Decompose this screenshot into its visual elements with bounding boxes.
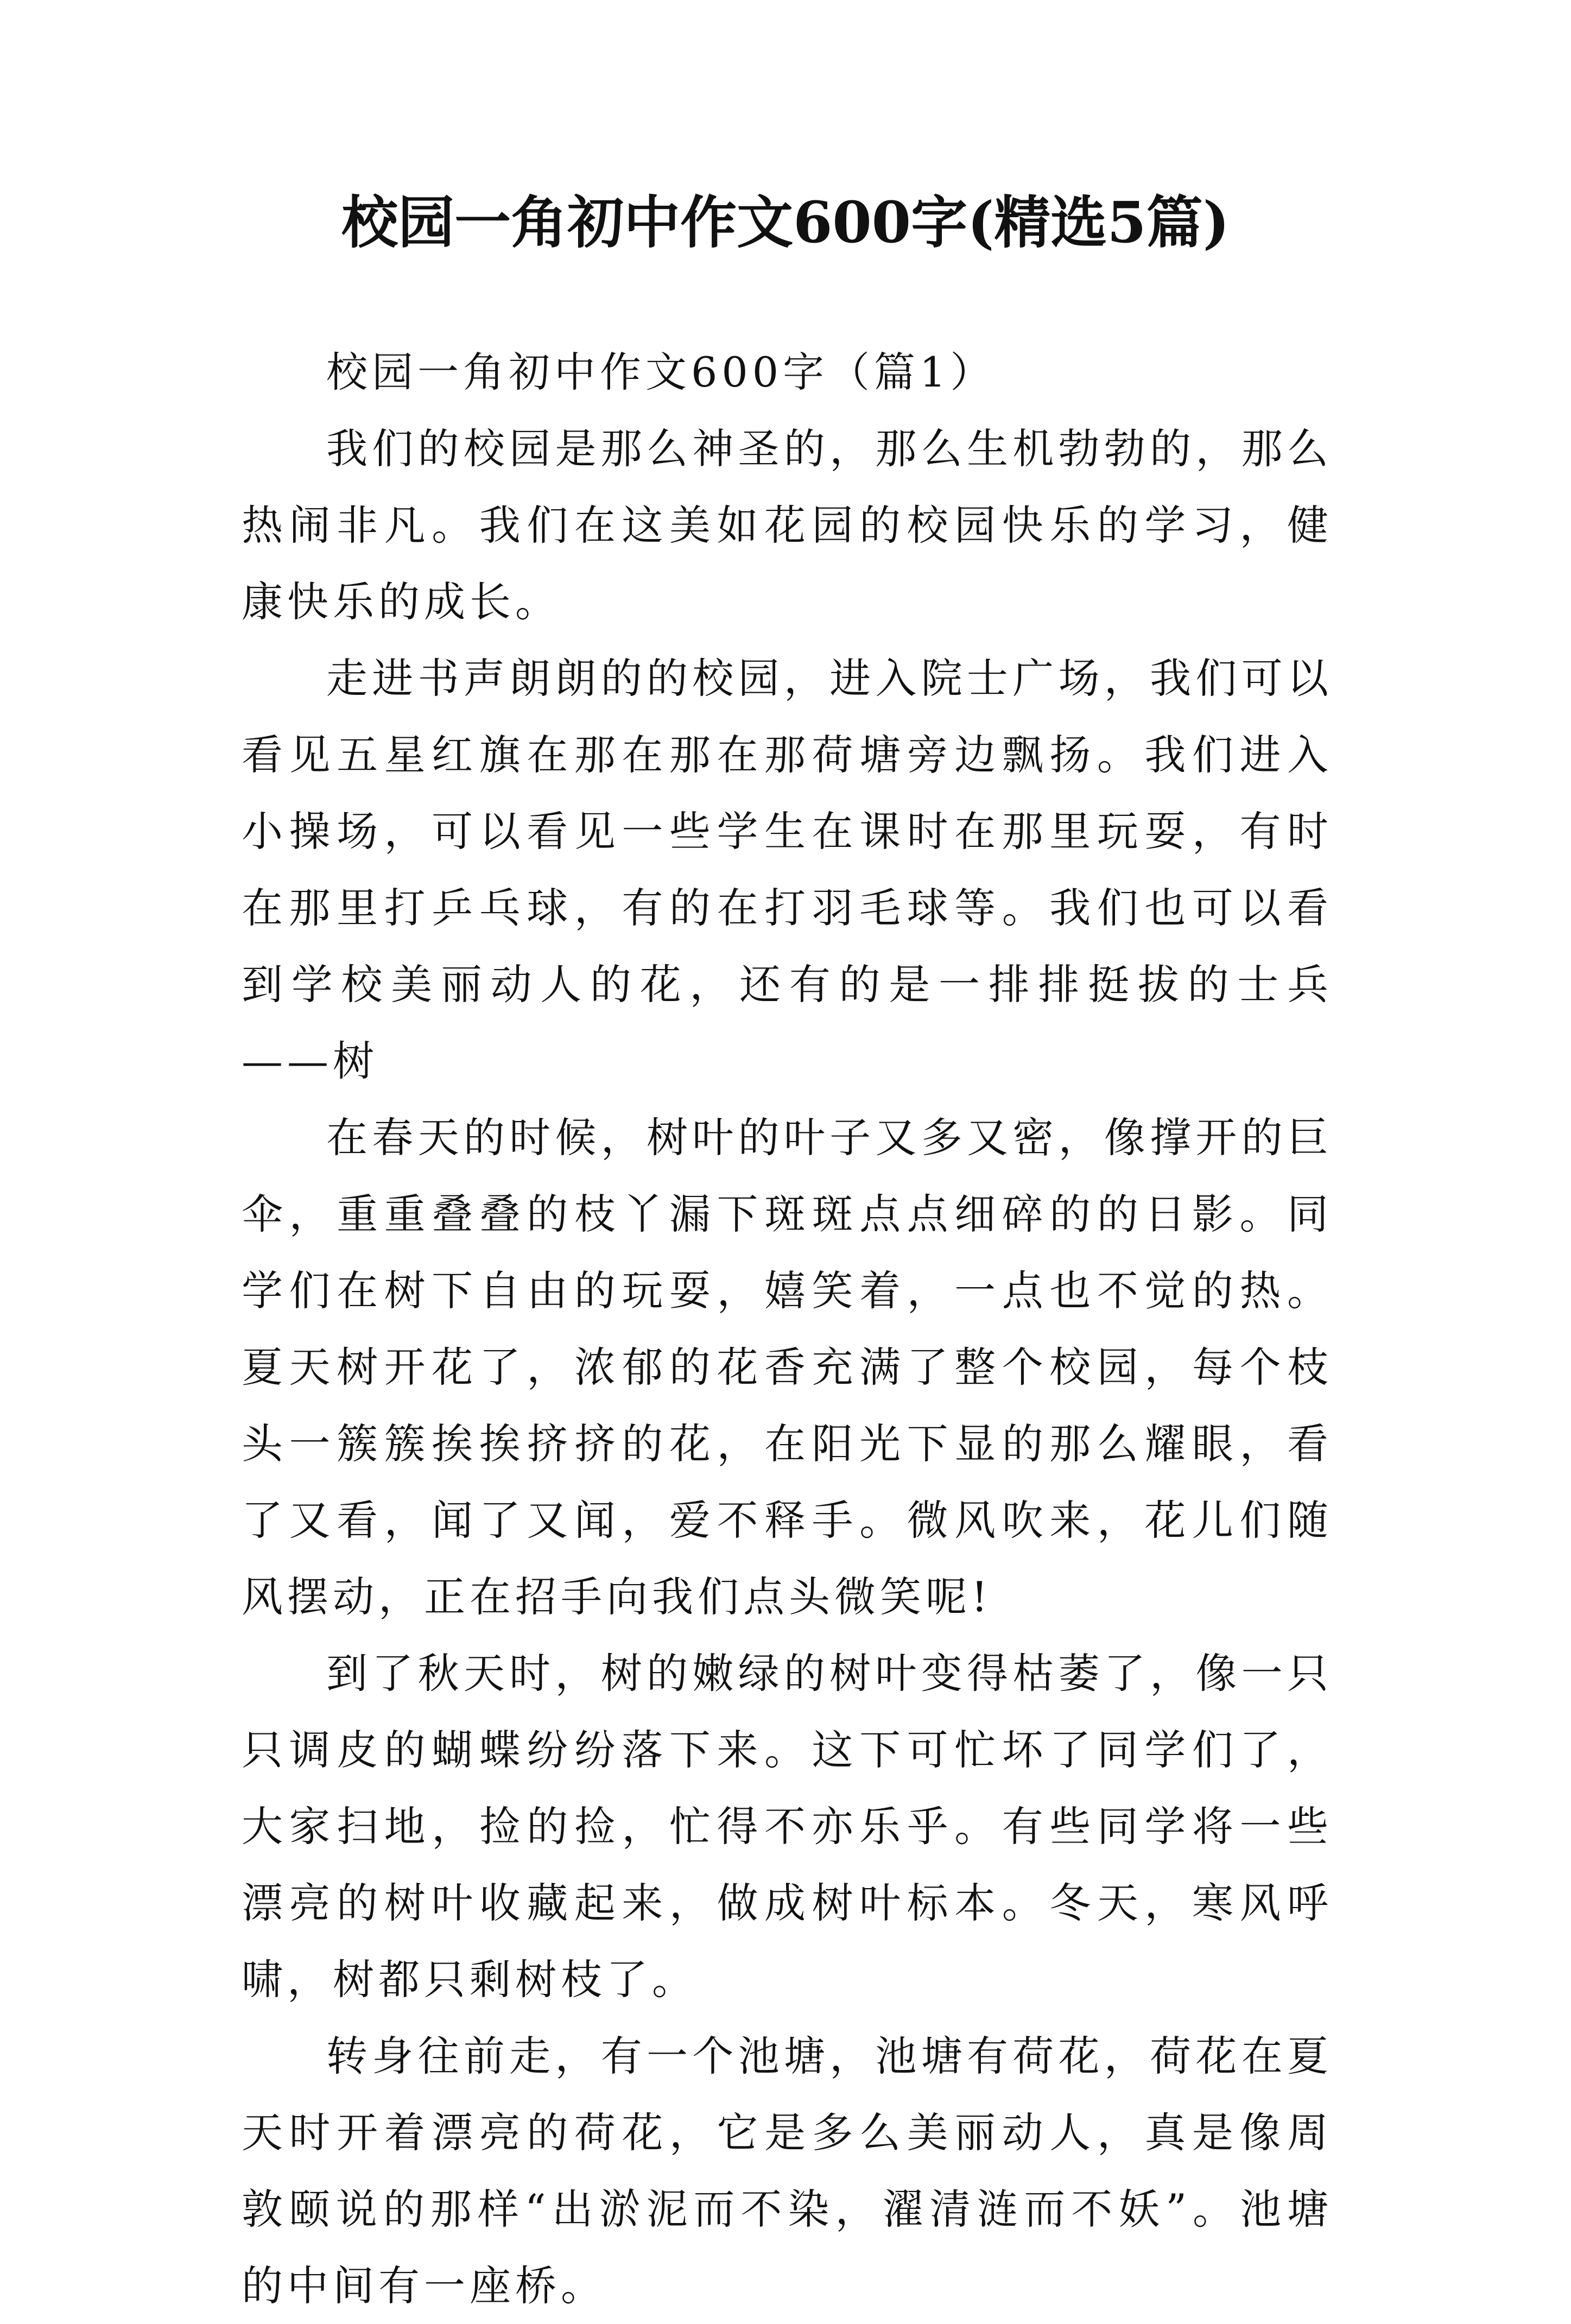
- paragraph: 转身往前走，有一个池塘，池塘有荷花，荷花在夏天时开着漂亮的荷花，它是多么美丽动人，真是像周敦颐说的那样“出淤泥而不染，濯清涟而不妖”。池塘的中间有一座桥。: [242, 2032, 1333, 2310]
- paragraph: 走进书声朗朗的的校园，进入院士广场，我们可以看见五星红旗在那在那在那荷塘旁边飘扬。我们进入小操场，可以看见一些学生在课时在那里玩耍，有时在那里打乒乓球，有的在打羽毛球等。我们也可以看到学校美丽动人的花，还有的是一排排挺拔的士兵——树: [242, 654, 1333, 1085]
- paragraph: 到了秋天时，树的嫩绿的树叶变得枯萎了，像一只只调皮的蝴蝶纷纷落下来。这下可忙坏了同学们了，大家扫地，捡的捡，忙得不亦乐乎。有些同学将一些漂亮的树叶收藏起来，做成树叶标本。冬天，寒风呼啸，树都只剩树枝了。: [242, 1649, 1333, 2004]
- document-body: [242, 334, 1333, 2324]
- document-title: 校园一角初中作文600字(精选5篇): [341, 189, 1230, 256]
- paragraph: 我们的校园是那么神圣的，那么生机勃勃的，那么热闹非凡。我们在这美如花园的校园快乐的学习，健康快乐的成长。: [242, 425, 1333, 626]
- paragraph: 在春天的时候，树叶的叶子又多又密，像撑开的巨伞，重重叠叠的枝丫漏下斑斑点点细碎的的日影。同学们在树下自由的玩耍，嬉笑着，一点也不觉的热。夏天树开花了，浓郁的花香充满了整个校园，每个枝头一簇簇挨挨挤挤的花，在阳光下显的那么耀眼，看了又看，闻了又闻，爱不释手。微风吹来，花儿们随风摆动，正在招手向我们点头微笑呢!: [242, 1113, 1333, 1621]
- section-heading: 校园一角初中作文600字（篇1）: [326, 348, 996, 396]
